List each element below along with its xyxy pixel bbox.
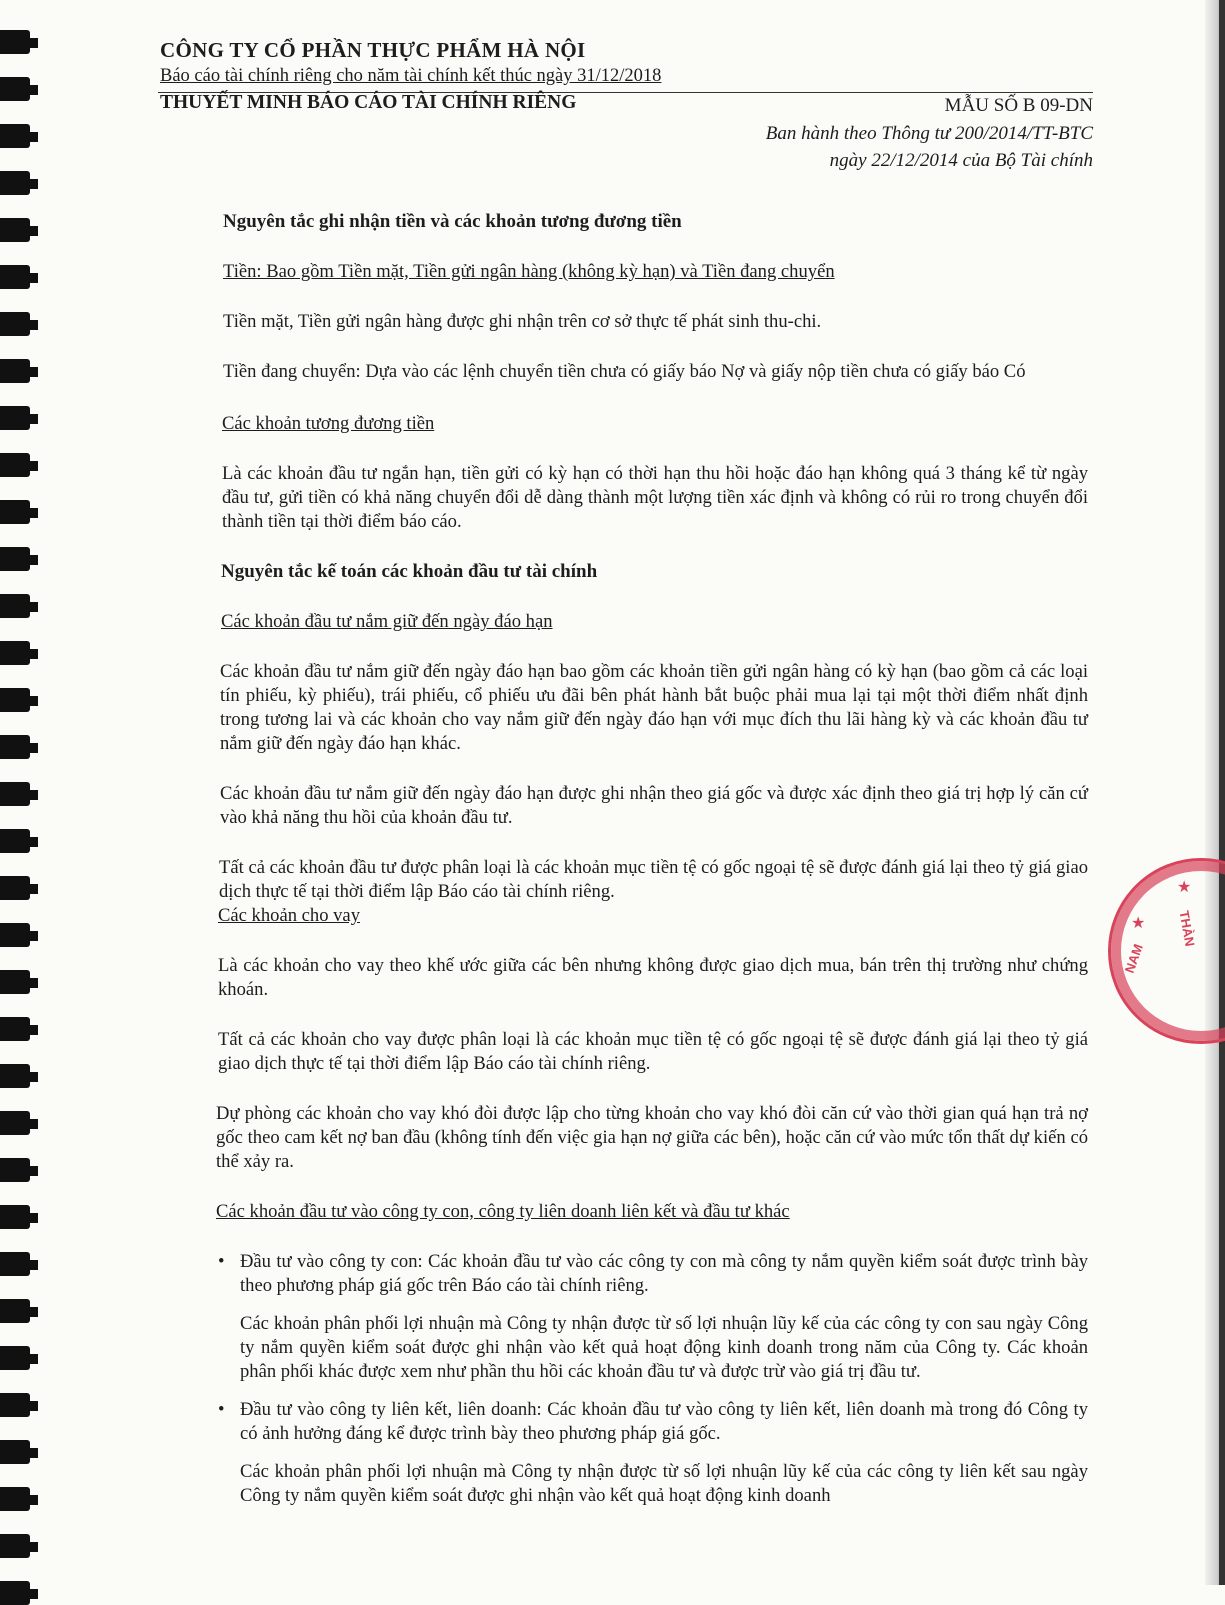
loans-paragraph-1: Là các khoản cho vay theo khế ước giữa các bên nhưng không được giao dịch mua, bán trên thị trường như chứng khoán.	[218, 955, 1088, 1000]
loans-subheading: Các khoản cho vay	[218, 905, 360, 926]
binding-hole	[0, 1487, 30, 1511]
binding-hole	[0, 1346, 30, 1370]
binding-hole	[0, 1252, 30, 1276]
bullet-subsidiaries-text: Đầu tư vào công ty con: Các khoản đầu tư vào các công ty con mà công ty nắm quyền kiểm soát được trình bày theo phương pháp giá gốc trên Báo cáo tài chính riêng.	[240, 1251, 1088, 1296]
loans-paragraph-2: Tất cả các khoản cho vay được phân loại là các khoản mục tiền tệ có gốc ngoại tệ sẽ được đánh giá lại theo tỷ giá giao dịch thực tế tại thời điểm lập Báo cáo tài chính riêng.	[218, 1029, 1088, 1074]
binding-hole	[0, 218, 30, 242]
binding-hole	[0, 1440, 30, 1464]
bullet-dot: •	[218, 1399, 225, 1420]
binding-hole	[0, 30, 30, 54]
cash-paragraph-1: Tiền mặt, Tiền gửi ngân hàng được ghi nhận trên cơ sở thực tế phát sinh thu-chi.	[223, 311, 822, 332]
bullet-subsidiaries	[218, 1250, 1088, 1298]
htm-paragraph-2: Các khoản đầu tư nắm giữ đến ngày đáo hạn được ghi nhận theo giá gốc và được xác định theo giá trị hợp lý căn cứ vào khả năng thu hồi của khoản đầu tư.	[220, 783, 1088, 828]
cash-subheading: Tiền: Bao gồm Tiền mặt, Tiền gửi ngân hàng (không kỳ hạn) và Tiền đang chuyển	[223, 261, 835, 282]
company-seal	[1108, 858, 1225, 1044]
binding-hole	[0, 688, 30, 712]
subsidiaries-subheading: Các khoản đầu tư vào công ty con, công ty liên doanh liên kết và đầu tư khác	[216, 1201, 790, 1222]
issued-line-2: ngày 22/12/2014 của Bộ Tài chính	[829, 150, 1093, 171]
loans-paragraph-3: Dự phòng các khoản cho vay khó đòi được lập cho từng khoản cho vay khó đòi căn cứ vào thời gian quá hạn trả nợ gốc theo cam kết nợ ban đầu (không tính đến việc gia hạn nợ giữa các bên), hoặc căn cứ vào mức tổn thất dự kiến có thể xảy ra.	[216, 1103, 1088, 1172]
binding-hole	[0, 735, 30, 759]
company-name: CÔNG TY CỔ PHẦN THỰC PHẨM HÀ NỘI	[160, 38, 586, 62]
binding-hole	[0, 876, 30, 900]
section-title: THUYẾT MINH BÁO CÁO TÀI CHÍNH RIÊNG	[160, 92, 577, 113]
binding-hole	[0, 1111, 30, 1135]
seal-text-a: NAM	[1121, 942, 1146, 975]
binding-hole	[0, 923, 30, 947]
bullet-associates-text: Đầu tư vào công ty liên kết, liên doanh: Các khoản đầu tư vào công ty liên kết, liên doanh mà trong đó Công ty có ảnh hưởng đáng kể được trình bày theo phương pháp giá gốc.	[240, 1399, 1088, 1444]
binding-hole	[0, 1534, 30, 1558]
form-code: MẪU SỐ B 09-DN	[944, 95, 1093, 116]
bullet-subsidiaries-detail: Các khoản phân phối lợi nhuận mà Công ty nhận được từ số lợi nhuận lũy kế của các công ty con sau ngày Công ty nắm quyền kiểm soát được ghi nhận vào kết quả hoạt động kinh doanh trong năm của Công ty. Các khoản phân phối khác được xem như phần thu hồi các khoản đầu tư và được trừ vào giá trị đầu tư.	[240, 1313, 1088, 1382]
binding-hole	[0, 1393, 30, 1417]
report-subtitle: Báo cáo tài chính riêng cho năm tài chính kết thúc ngày 31/12/2018	[160, 66, 662, 86]
issued-line-1: Ban hành theo Thông tư 200/2014/TT-BTC	[765, 123, 1093, 144]
binding-hole	[0, 406, 30, 430]
binding-hole	[0, 453, 30, 477]
seal-text-b: THÀN	[1176, 909, 1198, 948]
issued-note	[766, 120, 1093, 174]
binding-hole	[0, 77, 30, 101]
bullet-dot: •	[218, 1251, 225, 1272]
equivalents-paragraph: Là các khoản đầu tư ngắn hạn, tiền gửi có kỳ hạn có thời hạn thu hồi hoặc đáo hạn không quá 3 tháng kể từ ngày đầu tư, gửi tiền có khả năng chuyển đổi dễ dàng thành một lượng tiền xác định và không có rủi ro trong chuyển đổi thành tiền tại thời điểm báo cáo.	[222, 463, 1088, 532]
cash-paragraph-2: Tiền đang chuyển: Dựa vào các lệnh chuyển tiền chưa có giấy báo Nợ và giấy nộp tiền chưa có giấy báo Có	[223, 361, 1026, 382]
binding-hole	[0, 1158, 30, 1182]
investment-heading: Nguyên tắc kế toán các khoản đầu tư tài chính	[221, 561, 598, 582]
binding-hole	[0, 547, 30, 571]
cash-heading: Nguyên tắc ghi nhận tiền và các khoản tương đương tiền	[223, 211, 682, 232]
binding-hole	[0, 124, 30, 148]
binding-hole	[0, 1017, 30, 1041]
binding-hole	[0, 1299, 30, 1323]
binding-hole	[0, 500, 30, 524]
htm-paragraph-3: Tất cả các khoản đầu tư được phân loại là các khoản mục tiền tệ có gốc ngoại tệ sẽ được đánh giá lại theo tỷ giá giao dịch thực tế tại thời điểm lập Báo cáo tài chính riêng.	[219, 857, 1088, 902]
binding-hole	[0, 829, 30, 853]
seal-star-icon: ★	[1131, 915, 1146, 932]
spiral-binding	[0, 0, 44, 1585]
binding-hole	[0, 641, 30, 665]
document-body	[218, 210, 1088, 1508]
binding-hole	[0, 970, 30, 994]
htm-paragraph-1: Các khoản đầu tư nắm giữ đến ngày đáo hạn bao gồm các khoản tiền gửi ngân hàng có kỳ hạn (bao gồm cả các loại tín phiếu, kỳ phiếu), trái phiếu, cổ phiếu ưu đãi bên phát hành bắt buộc phải mua lại tại một thời điểm nhất định trong tương lai và các khoản cho vay nắm giữ đến ngày đáo hạn với mục đích thu lãi hàng kỳ và các khoản đầu tư nắm giữ đến ngày đáo hạn khác.	[220, 661, 1088, 754]
equivalents-subheading: Các khoản tương đương tiền	[222, 413, 435, 434]
bullet-associates	[218, 1398, 1088, 1446]
binding-hole	[0, 594, 30, 618]
binding-hole	[0, 1205, 30, 1229]
binding-hole	[0, 312, 30, 336]
binding-hole	[0, 359, 30, 383]
bullet-associates-detail: Các khoản phân phối lợi nhuận mà Công ty nhận được từ số lợi nhuận lũy kế của các công ty liên kết sau ngày Công ty nắm quyền kiểm soát được ghi nhận vào kết quả hoạt động kinh doanh	[240, 1461, 1088, 1506]
binding-hole	[0, 1064, 30, 1088]
seal-star-icon: ★	[1177, 879, 1192, 896]
page-edge	[1205, 0, 1225, 1585]
htm-subheading: Các khoản đầu tư nắm giữ đến ngày đáo hạn	[221, 611, 553, 632]
binding-hole	[0, 171, 30, 195]
binding-hole	[0, 782, 30, 806]
binding-hole	[0, 265, 30, 289]
